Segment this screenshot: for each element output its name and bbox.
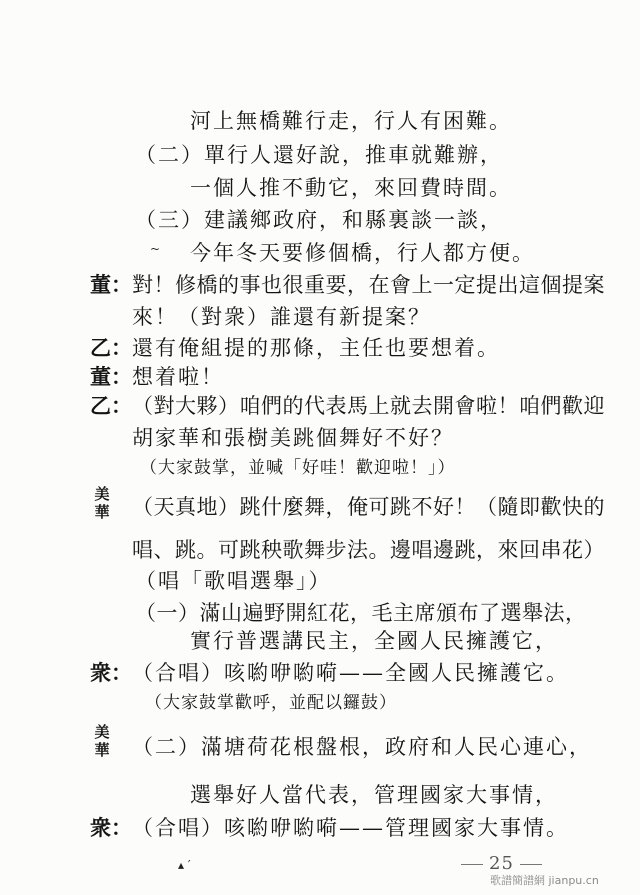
text-line: （合唱）咳喲咿喲嗬——全國人民擁護它。 — [132, 661, 569, 685]
text-line: 來！（對衆）誰還有新提案？ — [132, 305, 431, 329]
text-line: （對大夥）咱們的代表馬上就去開會啦！咱們歡迎 — [132, 394, 605, 418]
speaker-dong: 董： — [90, 364, 132, 389]
text-line: （唱「歌唱選舉」） — [135, 569, 332, 593]
page-number — [455, 853, 548, 874]
speaker-yi: 乙： — [90, 335, 132, 360]
text-line: 對！修橋的事也很重要，在會上一定提出這個提案 — [132, 273, 605, 297]
stage-direction: （大家鼓掌歡呼，並配以鑼鼓） — [145, 693, 397, 713]
text-line: 實行普選講民主，全國人民擁護它， — [190, 629, 558, 653]
page-number-dash — [520, 864, 542, 865]
speaker-zhong: 衆： — [90, 815, 132, 840]
text-line: （二）單行人還好說，推車就難辦， — [135, 143, 503, 167]
text-line: 今年冬天要修個橋，行人都方便。 — [190, 241, 535, 265]
text-line: （天真地）跳什麼舞，俺可跳不好！（隨即歡快的 — [132, 495, 605, 519]
text-line: （合唱）咳喲咿喲嗬——管理國家大事情。 — [132, 816, 569, 840]
speaker-meihua-bottom: 華 — [94, 503, 110, 521]
text-line: 還有俺組提的那條，主任也要想着。 — [132, 336, 500, 360]
page-number-dash — [461, 864, 483, 865]
stage-direction: （大家鼓掌，並喊「好哇！歡迎啦！」） — [140, 458, 456, 478]
speaker-dong: 董： — [90, 272, 132, 297]
ink-mark: ▴ ′ — [178, 858, 191, 872]
text-line: 河上無橋難行走，行人有困難。 — [190, 109, 512, 133]
text-line: 想着啦！ — [132, 365, 224, 389]
speaker-meihua-top: 美 — [94, 485, 110, 503]
text-line: （三）建議鄉政府，和縣裏談一談， — [135, 208, 503, 232]
watermark: 歌譜簡譜網 jianpu.cn — [490, 874, 599, 887]
text-line: 唱、跳。可跳秧歌舞步法。邊唱邊跳，來回串花） — [132, 538, 605, 562]
text-line: 選舉好人當代表，管理國家大事情， — [190, 783, 558, 807]
page-number-value: 25 — [489, 853, 514, 874]
ink-mark: ~ — [150, 242, 161, 256]
speaker-yi: 乙： — [90, 393, 132, 418]
text-line: 胡家華和張樹美跳個舞好不好？ — [132, 426, 454, 450]
text-line: （一）滿山遍野開紅花，毛主席頒布了選舉法， — [135, 601, 587, 625]
text-line: （二）滿塘荷花根盤根，政府和人民心連心， — [132, 735, 592, 759]
speaker-meihua-bottom: 華 — [94, 741, 110, 759]
speaker-zhong: 衆： — [90, 660, 132, 685]
speaker-meihua-top: 美 — [94, 723, 110, 741]
text-line: 一個人推不動它，來回費時間。 — [190, 176, 512, 200]
